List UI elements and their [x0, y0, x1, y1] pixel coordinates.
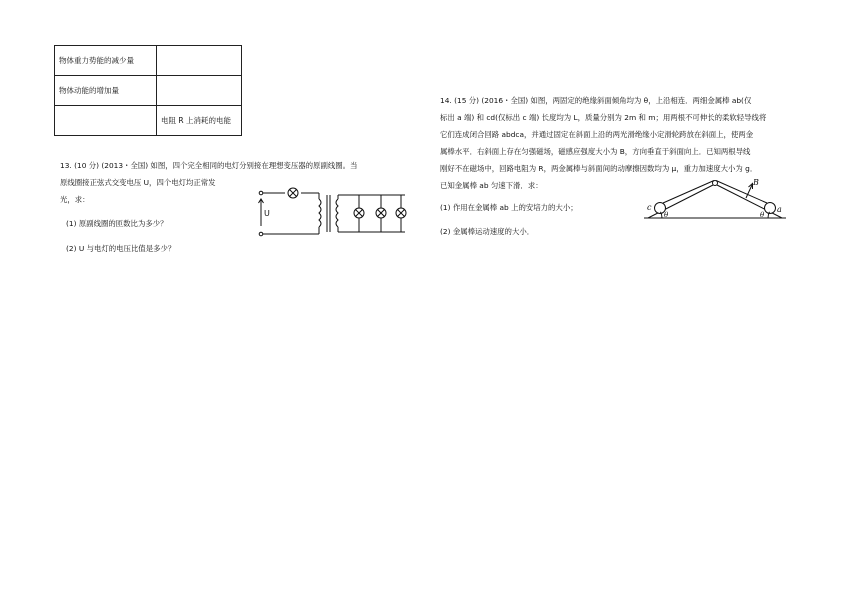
- table-cell: [157, 46, 242, 76]
- label-a: a: [777, 205, 782, 214]
- table-row: [55, 106, 242, 136]
- table-cell: 物体重力势能的减少量: [55, 46, 157, 76]
- q13-line1: 13. (10 分) (2013・全国) 如图，四个完全相同的电灯分别接在理想变压器的原副线圈。当: [60, 161, 358, 170]
- q13-line2: 原线圈接正弦式交变电压 U，四个电灯均正常发: [60, 178, 216, 187]
- q13-sub2: (2) U 与电灯的电压比值是多少？: [66, 244, 176, 253]
- label-c: c: [647, 203, 652, 212]
- table-cell: 电阻 R 上消耗的电能: [157, 106, 242, 136]
- q14-line5: 刚好不在磁场中，回路电阻为 R，两金属棒与斜面间的动摩擦因数均为 μ，重力加速度大小为 g．: [440, 164, 758, 173]
- q14-line2: 标出 a 端) 和 cd(仅标出 c 端) 长度均为 L，质量分别为 2m 和 m；用两根不可伸长的柔软轻导线将: [440, 113, 767, 122]
- voltage-label: U: [264, 209, 270, 218]
- table-row: [55, 76, 242, 106]
- label-B: B: [753, 178, 759, 187]
- q14-sub1: (1) 作用在金属棒 ab 上的安培力的大小；: [440, 203, 578, 212]
- q14-line6: 已知金属棒 ab 匀速下滑．求：: [440, 181, 543, 190]
- energy-table: [54, 45, 242, 136]
- inclined-planes-diagram: [640, 172, 790, 224]
- q13-sub1: (1) 原副线圈的匝数比为多少？: [66, 219, 168, 228]
- q13-line3: 光，求：: [60, 195, 90, 204]
- table-row: [55, 46, 242, 76]
- transformer-circuit-diagram: [255, 185, 415, 240]
- q14-line4: 属棒水平．右斜面上存在匀强磁场，磁感应强度大小为 B，方向垂直于斜面向上．已知两根导线: [440, 147, 751, 156]
- q14-line3: 它们连成闭合回路 abdca，并通过固定在斜面上沿的两光滑绝缘小定滑轮跨放在斜面上，使两金: [440, 130, 754, 139]
- label-theta-right: θ: [760, 211, 765, 219]
- label-theta-left: θ: [664, 211, 669, 219]
- q14-sub2: (2) 金属棒运动速度的大小．: [440, 227, 535, 236]
- table-cell: 物体动能的增加量: [55, 76, 157, 106]
- q14-line1: 14. (15 分) (2016・全国) 如图，两固定的绝缘斜面倾角均为 θ，上沿相连．两细金属棒 ab(仅: [440, 96, 752, 105]
- table-cell: [55, 106, 157, 136]
- table-cell: [157, 76, 242, 106]
